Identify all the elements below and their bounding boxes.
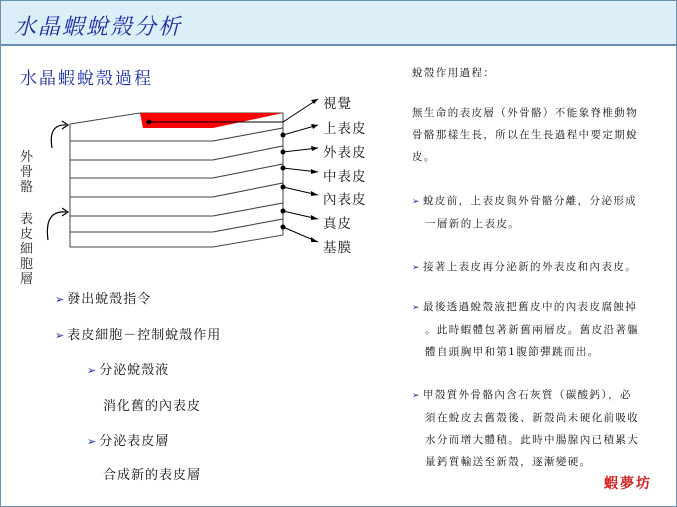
layer-label-basement-membrane: 基膜 — [323, 240, 352, 256]
list-item: ➢ 發出蛻殼指令 — [55, 292, 152, 307]
title-divider — [1, 44, 676, 46]
list-item: ➢ 分泌表皮層 — [87, 434, 170, 449]
exoskeleton-label: 外骨骼 — [20, 150, 34, 195]
layer-label-exocuticle: 外表皮 — [323, 145, 367, 161]
process-point-1: ➢ 蛻皮前，上表皮與外骨骼分離，分泌形成 一層新的上表皮。 — [412, 195, 638, 230]
right-panel-heading: 蛻殼作用過程： — [412, 67, 496, 79]
intro-paragraph: 無生命的表皮層（外骨骼）不能象脊椎動物 骨骼那樣生長，所以在生長過程中要定期蛻 皮。 — [412, 107, 639, 163]
arrow-bullet-icon: ➢ — [412, 263, 421, 273]
arrow-bullet-icon: ➢ — [87, 364, 98, 377]
list-item-detail: 消化舊的內表皮 — [103, 399, 202, 414]
process-point-2: ➢ 接著上表皮再分泌新的外表皮和內表皮。 — [412, 261, 638, 273]
list-item: ➢ 表皮細胞－控制蛻殼作用 — [55, 328, 222, 343]
list-item-detail: 合成新的表皮層 — [103, 468, 202, 483]
arrow-bullet-icon: ➢ — [87, 435, 98, 448]
arrow-bullet-icon: ➢ — [55, 293, 66, 306]
watermark-logo-text: 蝦夢坊 — [604, 476, 652, 492]
layer-label-mesocuticle: 中表皮 — [323, 169, 367, 185]
epidermal-cell-layer-label: 表皮細胞層 — [20, 212, 34, 287]
arrow-bullet-icon: ➢ — [412, 303, 421, 313]
arrow-bullet-icon: ➢ — [412, 197, 421, 207]
layer-label-epicuticle: 上表皮 — [323, 121, 367, 137]
layer-label-vision: 視覺 — [323, 96, 352, 112]
process-point-3: ➢ 最後透過蛻殼液把舊皮中的內表皮腐蝕掉 。此時蝦體包著新舊兩層皮。舊皮沿著軀 體自頭胸甲和第1腹節彈跳而出。 — [412, 301, 640, 358]
process-point-4: ➢ 甲殼質外骨骼內含石灰質（碳酸鈣），必 須在蛻皮去舊殼後、新殼尚未硬化前吸收 水分而增大體積。此時中腸腺內已積累大 量鈣質輸送至新殼，逐漸變硬。 — [412, 389, 640, 468]
arrow-bullet-icon: ➢ — [55, 329, 66, 342]
arrow-bullet-icon: ➢ — [412, 391, 421, 401]
layer-label-dermis: 真皮 — [323, 216, 352, 232]
slide-title: 水晶蝦蛻殼分析 — [14, 15, 183, 40]
diagram-title: 水晶蝦蛻殼過程 — [20, 69, 153, 89]
list-item: ➢ 分泌蛻殼液 — [87, 363, 170, 378]
layer-label-endocuticle: 內表皮 — [323, 192, 367, 208]
